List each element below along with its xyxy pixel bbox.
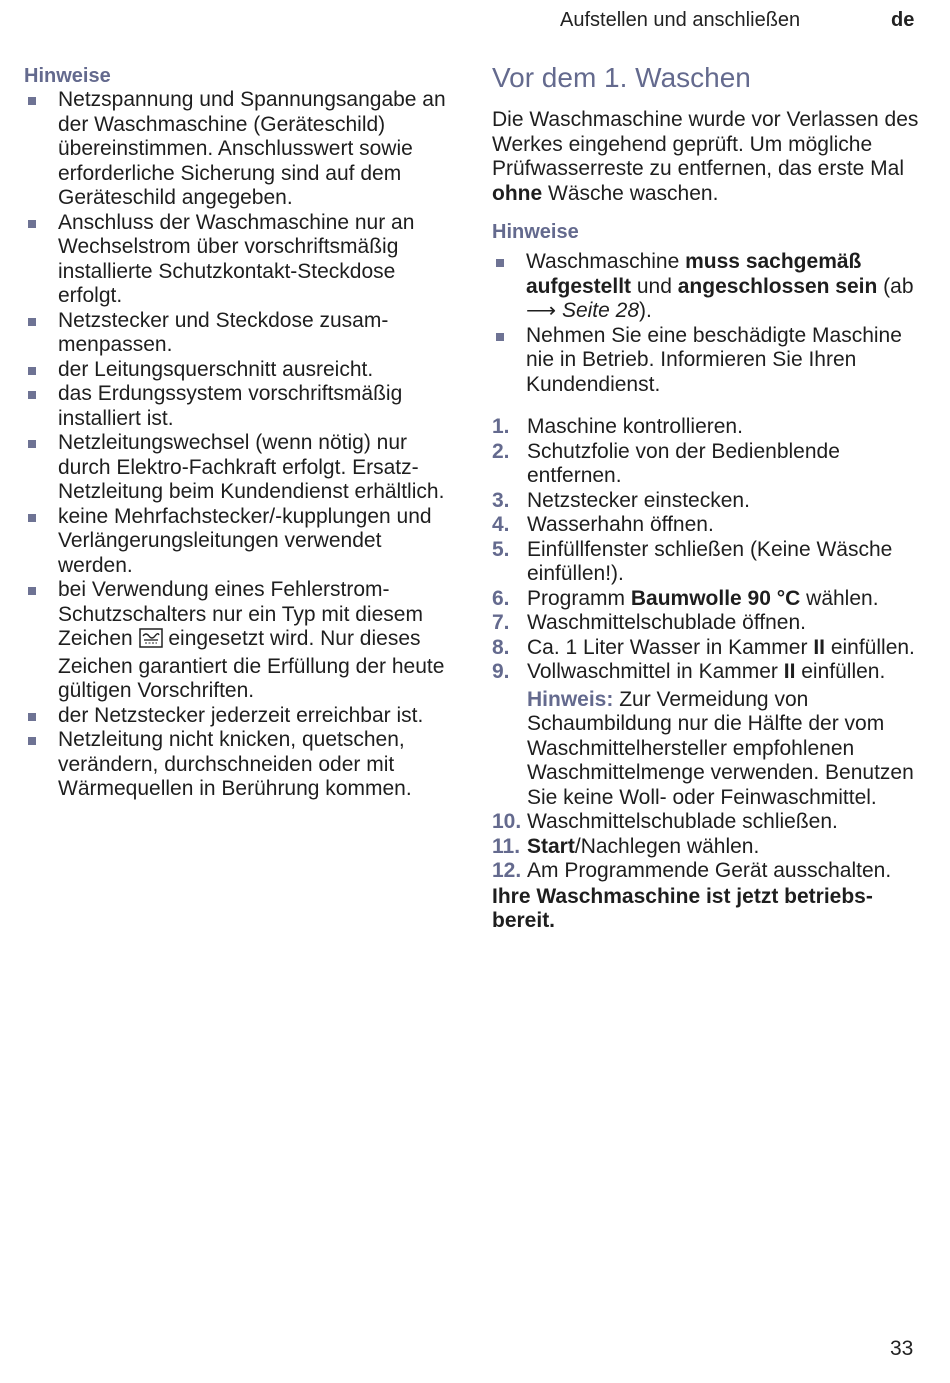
step-number: 11. <box>492 834 521 858</box>
step-number: 5. <box>492 537 510 561</box>
hint-label: Hinweis: <box>527 687 614 711</box>
list-item: der Netzstecker jederzeit erreichbar ist. <box>24 704 454 729</box>
step-item: 11. Start/Nachlegen wählen. <box>492 834 760 858</box>
list-item: bei Verwendung eines Fehlerstrom-Schutzschalters nur ein Typ mit diesem Zeichen eingesetzt wird. Nur dieses Zeichen garantiert die Erfüllung der heute gültigen Vorschriften. <box>24 578 454 704</box>
step-number: 3. <box>492 488 510 512</box>
square-bullet-icon <box>28 713 36 721</box>
square-bullet-icon <box>28 318 36 326</box>
step-item: 4. Wasserhahn öffnen. <box>492 513 714 536</box>
list-item: Waschmaschine muss sachgemäß aufgestellt und angeschlossen sein (ab ⟶ Seite 28). <box>492 250 927 324</box>
list-item: Netzleitung nicht knicken, quetschen, verändern, durchschneiden oder mit Wärmequellen in Berührung kommen. <box>24 728 454 802</box>
square-bullet-icon <box>496 333 504 341</box>
requirements-list <box>24 88 454 802</box>
square-bullet-icon <box>28 391 36 399</box>
square-bullet-icon <box>496 259 504 267</box>
step-number: 10. <box>492 810 522 833</box>
step-number: 12. <box>492 859 522 882</box>
list-item: Nehmen Sie eine beschädigte Maschine nie in Betrieb. Informieren Sie Ihren Kundendienst. <box>492 324 927 398</box>
list-item: Netzspannung und Spannungsangabe an der Waschmaschine (Geräteschild) übereinstimmen. Anschlusswert sowie erforderliche Sicherung sind auf dem Geräteschild angegeben. <box>24 88 454 211</box>
step-item: 2. Schutzfolie von der Bedienblende entfernen. <box>492 439 840 487</box>
step-item: 12. Am Programmende Gerät ausschalten. <box>492 859 892 882</box>
square-bullet-icon <box>28 737 36 745</box>
hinweise-heading: Hinweise <box>24 65 111 87</box>
step-item: 7. Waschmittelschublade öffnen. <box>492 611 806 634</box>
square-bullet-icon <box>28 220 36 228</box>
intro-paragraph: Die Waschmaschine wurde vor Verlassen des Werkes eingehend geprüft. Um mögliche Prüfwasserreste zu entfernen, das erste Mal ohne Wäsche waschen. <box>492 108 919 205</box>
hinweise-list <box>492 250 927 397</box>
hinweise-heading-right: Hinweise <box>492 221 579 243</box>
closing-statement: Ihre Waschmaschine ist jetzt betriebsbereit. <box>492 884 873 932</box>
square-bullet-icon <box>28 97 36 105</box>
step-number: 1. <box>492 415 510 438</box>
list-item: Netzleitungswechsel (wenn nötig) nur durch Elektro-Fachkraft erfolgt. Ersatz-Netzleitung beim Kundendienst erhältlich. <box>24 431 454 505</box>
list-item: der Leitungsquerschnitt ausreicht. <box>24 358 454 383</box>
running-header-language: de <box>891 9 915 31</box>
step-9-hint: Hinweis: Zur Vermeidung von Schaumbildung nur die Hälfte der vom Waschmittelhersteller empfohlenen Waschmittelmenge verwenden. Benutzen Sie keine Woll- oder Feinwaschmittel. <box>527 687 914 809</box>
section-title: Vor dem 1. Waschen <box>492 62 751 93</box>
step-item: 6. Programm Baumwolle 90 °C wählen. <box>492 586 879 610</box>
page-reference-link[interactable]: Seite 28 <box>556 299 640 322</box>
running-header-section: Aufstellen und anschließen <box>560 9 801 31</box>
rcd-symbol-icon <box>139 628 163 655</box>
step-number: 4. <box>492 513 510 536</box>
step-item: 5. Einfüllfenster schließen (Keine Wäsche einfüllen!). <box>492 537 893 585</box>
step-number: 2. <box>492 439 510 463</box>
square-bullet-icon <box>28 367 36 375</box>
step-item: 8. Ca. 1 Liter Wasser in Kammer II einfüllen. <box>492 635 915 659</box>
steps-list-continued <box>492 810 927 884</box>
arrow-right-icon: ⟶ <box>526 299 557 322</box>
step-item: 9. Vollwaschmittel in Kammer II einfüllen. <box>492 660 886 683</box>
step-number: 6. <box>492 586 510 610</box>
step-item: 10. Waschmittelschublade schließen. <box>492 810 838 833</box>
square-bullet-icon <box>28 514 36 522</box>
square-bullet-icon <box>28 440 36 448</box>
list-item: das Erdungssystem vorschriftsmäßig installiert ist. <box>24 382 454 431</box>
page-number: 33 <box>890 1337 914 1360</box>
step-item: 1. Maschine kontrollieren. <box>492 415 743 438</box>
step-item: 3. Netzstecker einstecken. <box>492 488 750 512</box>
list-item: Netzstecker und Steckdose zusammenpassen. <box>24 309 454 358</box>
step-number: 9. <box>492 660 510 683</box>
steps-list <box>492 415 927 685</box>
step-number: 7. <box>492 611 510 634</box>
square-bullet-icon <box>28 587 36 595</box>
right-column <box>492 62 927 934</box>
list-item: keine Mehrfachstecker/-kupplungen und Verlängerungsleitungen verwendet werden. <box>24 505 454 579</box>
left-column <box>24 64 454 802</box>
step-number: 8. <box>492 635 510 659</box>
list-item: Anschluss der Waschmaschine nur an Wechselstrom über vorschriftsmäßig installierte Schutzkontakt-Steckdose erfolgt. <box>24 211 454 309</box>
